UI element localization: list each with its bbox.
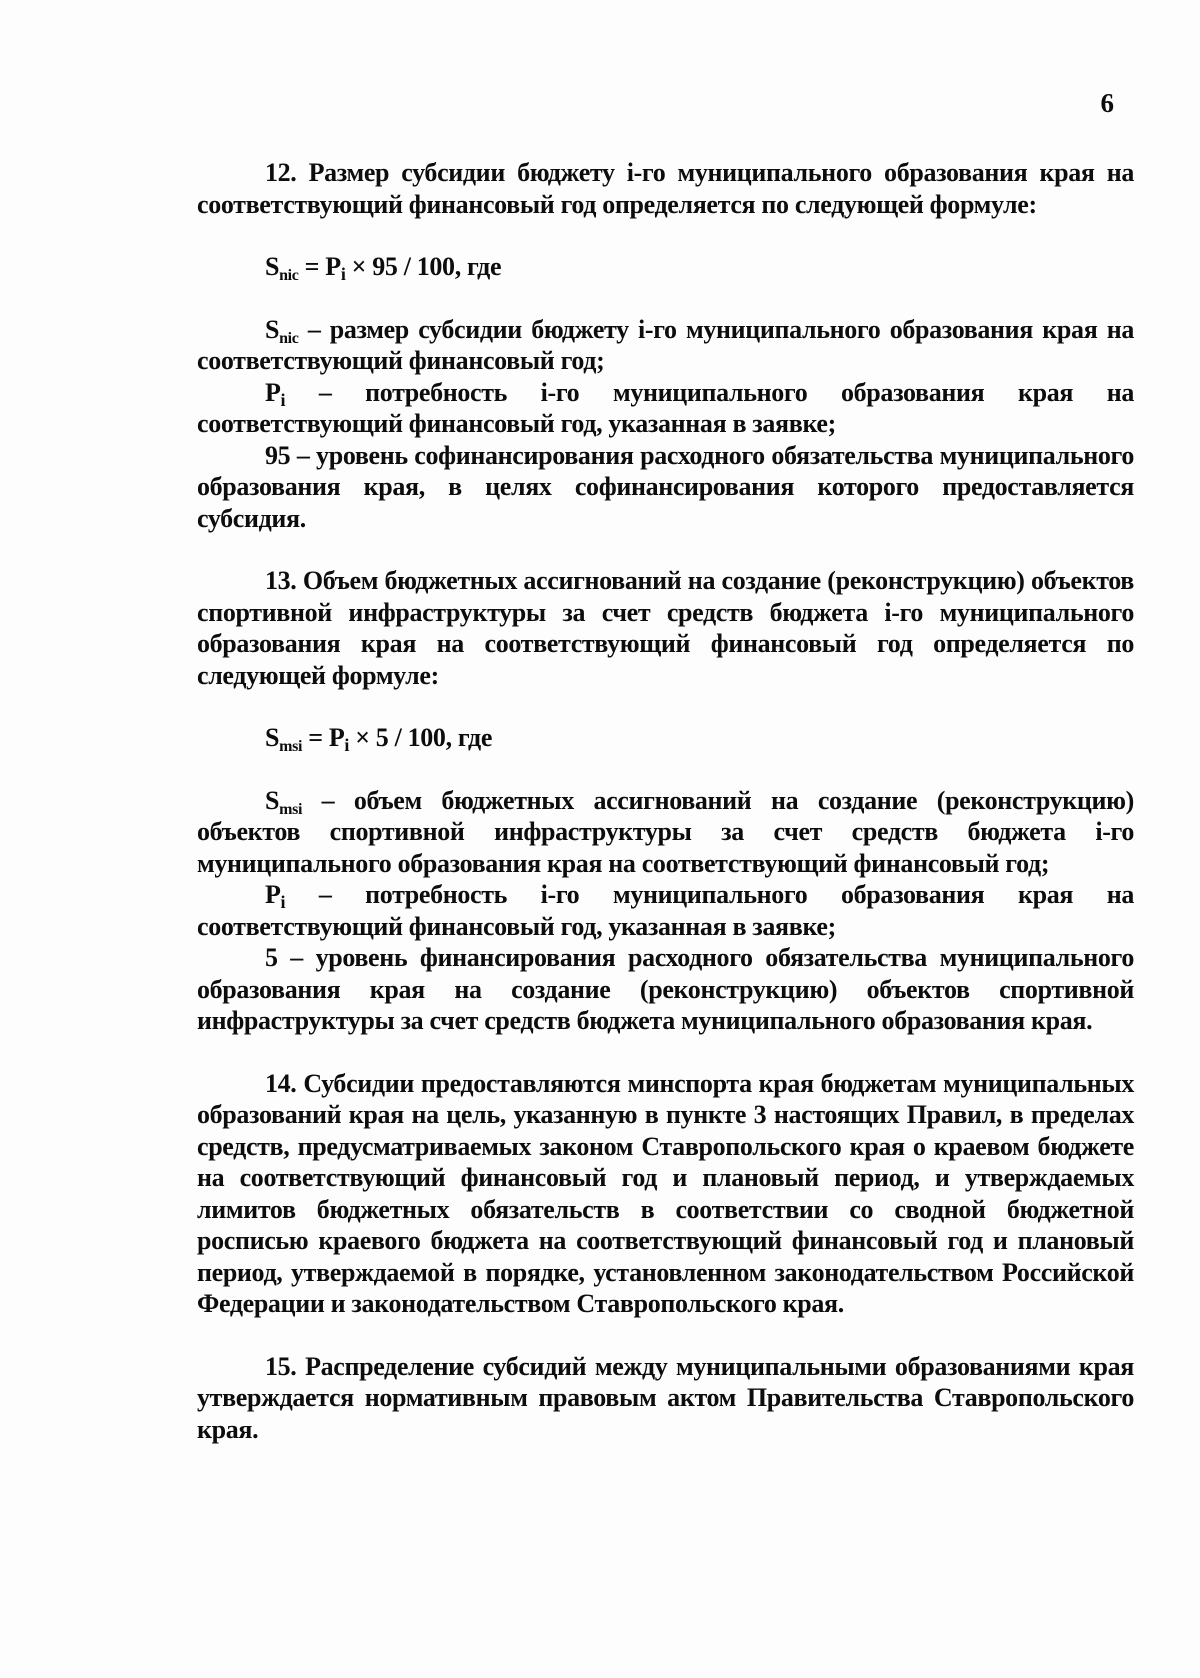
paragraph-15: 15. Распределение субсидий между муниципальными образованиями края утверждается нормативным правовым актом Правительства Ставропольского края. xyxy=(197,1351,1134,1444)
definition-p-i-2: Pi – потребность i-го муниципального образования края на соответствующий финансовый год, указанная в заявке; xyxy=(197,880,1134,941)
formula-rest: × 5 / 100, где xyxy=(349,723,493,752)
definition-p-i: Pi – потребность i-го муниципального образования края на соответствующий финансовый год, указанная в заявке; xyxy=(197,377,1134,438)
paragraph-12: 12. Размер субсидии бюджету i-го муниципального образования края на соответствующий финансовый год определяется по следующей формуле: xyxy=(197,158,1134,219)
formula-subscript-msi: msi xyxy=(279,738,303,755)
formula-symbol-s: S xyxy=(265,252,280,281)
document-body xyxy=(197,157,1134,1445)
page-number: 6 xyxy=(1100,88,1114,118)
formula-rest: × 95 / 100, где xyxy=(345,252,502,281)
formula-assignments xyxy=(197,722,1134,754)
formula-subscript-nic: nic xyxy=(279,267,299,284)
formula-symbol-s: S xyxy=(265,723,280,752)
formula-equals-p: = P xyxy=(298,252,341,281)
definition-s-msi: Smsi – объем бюджетных ассигнований на создание (реконструкцию) объектов спортивной инфраструктуры за счет средств бюджета i-го муниципального образования края на соответствующий финансовый год; xyxy=(197,785,1134,878)
formula-subsidy xyxy=(197,251,1134,283)
formula-subscript-i: i xyxy=(344,735,350,755)
formula-equals-p: = P xyxy=(302,723,345,752)
paragraph-14: 14. Субсидии предоставляются минспорта края бюджетам муниципальных образований края на цель, указанную в пункте 3 настоящих Правил, в пределах средств, предусматриваемых законом Ставропольского края о краевом бюджете на соответствующий финансовый год и плановый период, и утверждаемых лимитов бюджетных обязательств в соответствии со сводной бюджетной росписью краевого бюджета на соответствующий финансовый год и плановый период, утверждаемой в порядке, установленном законодательством Российской Федерации и законодательством Ставропольского края. xyxy=(197,1068,1134,1318)
formula-subscript-i: i xyxy=(340,264,346,284)
definition-s-nic: Snic – размер субсидии бюджету i-го муниципального образования края на соответствующий финансовый год; xyxy=(197,314,1134,375)
paragraph-13: 13. Объем бюджетных ассигнований на создание (реконструкцию) объектов спортивной инфраструктуры за счет средств бюджета i-го муниципального образования края на соответствующий финансовый год определяется по следующей формуле: xyxy=(197,566,1134,690)
definition-95: 95 – уровень софинансирования расходного обязательства муниципального образования края, в целях софинансирования которого предоставляется субсидия. xyxy=(197,440,1134,533)
definition-5: 5 – уровень финансирования расходного обязательства муниципального образования края на создание (реконструкцию) объектов спортивной инфраструктуры за счет средств бюджета муниципального образования края. xyxy=(197,943,1134,1035)
